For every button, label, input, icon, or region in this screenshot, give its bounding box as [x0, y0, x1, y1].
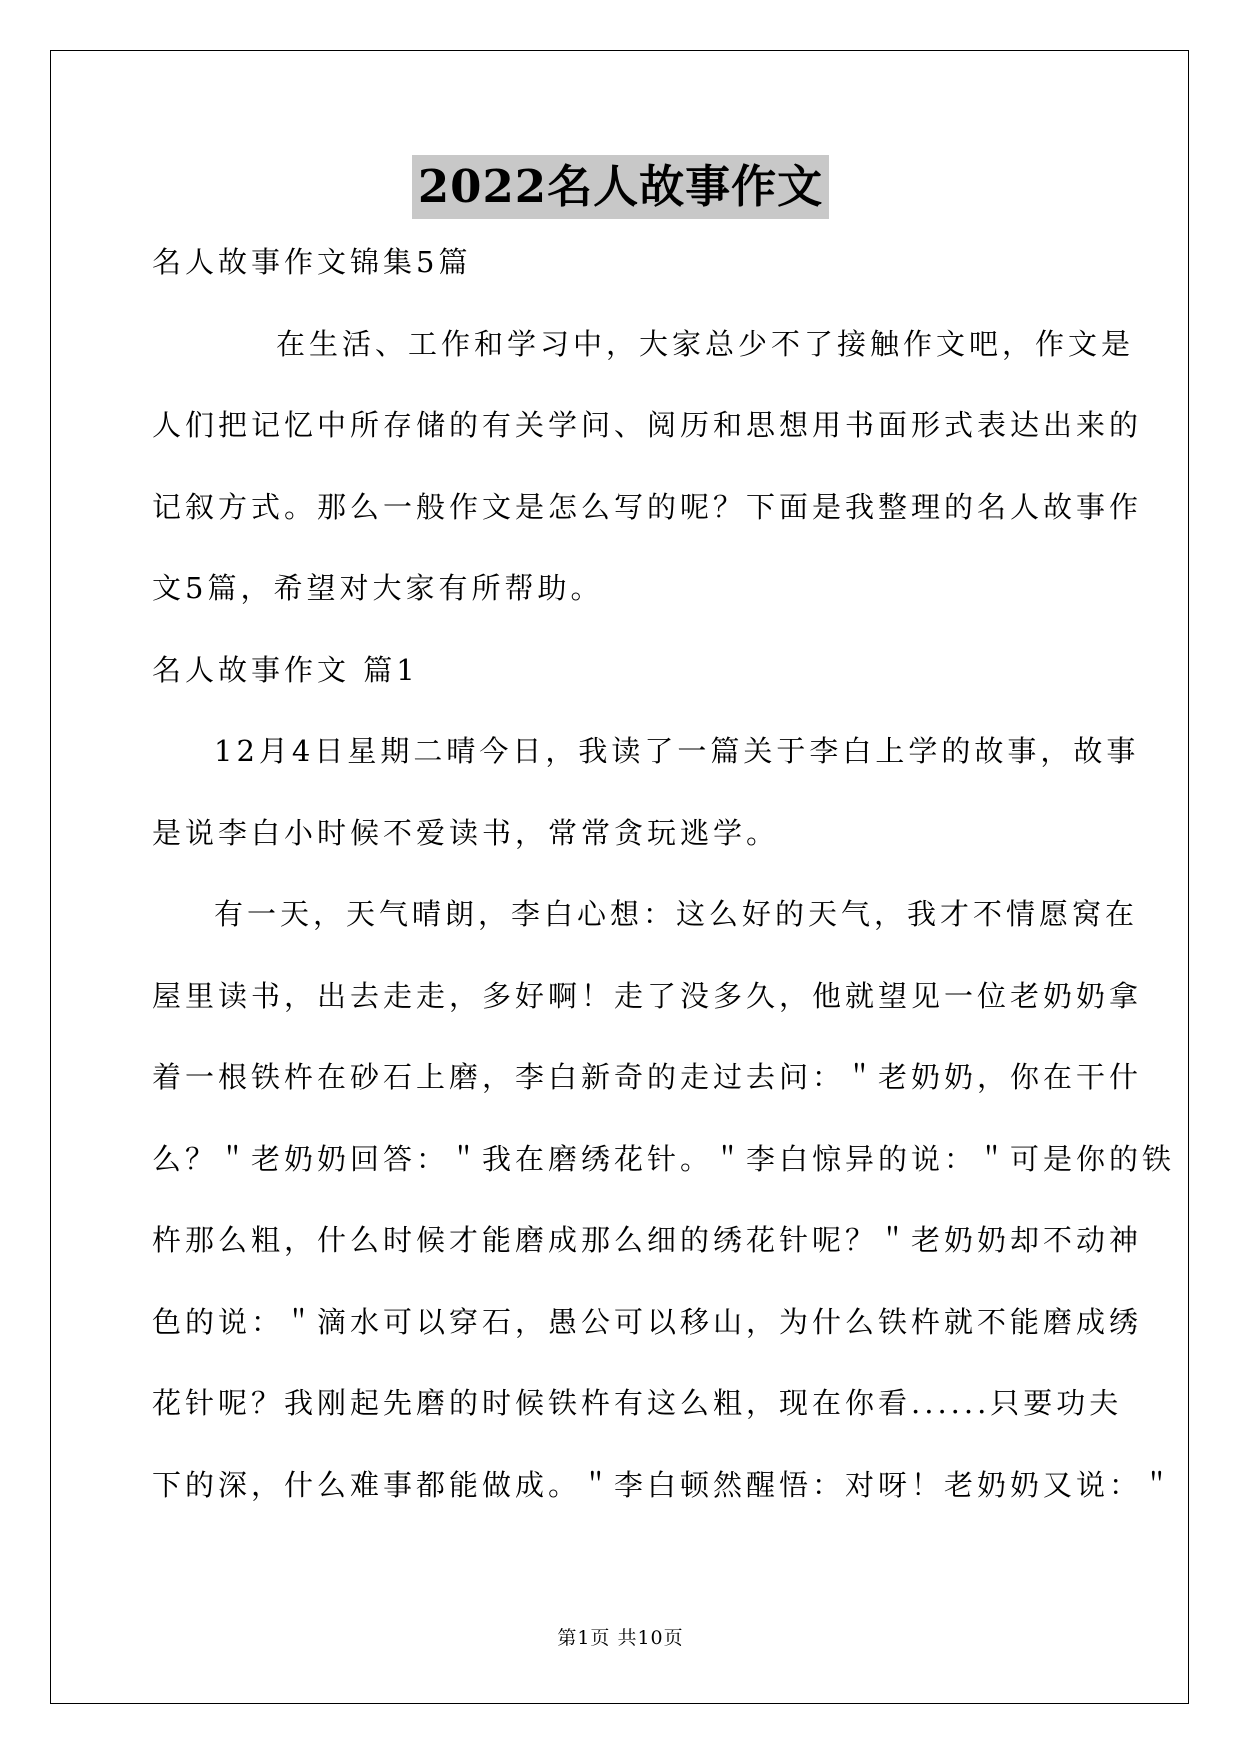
section-heading: 名人故事作文 篇1 — [152, 652, 419, 687]
paragraph-line: 记叙方式。那么一般作文是怎么写的呢？下面是我整理的名人故事作 — [152, 489, 1143, 524]
paragraph-line: 着一根铁杵在砂石上磨，李白新奇的走过去问：＂老奶奶，你在干什 — [152, 1060, 1143, 1094]
paragraph-line: 色的说：＂滴水可以穿石，愚公可以移山，为什么铁杵就不能磨成绣 — [152, 1304, 1143, 1339]
paragraph-line: 文5篇，希望对大家有所帮助。 — [152, 571, 604, 605]
paragraph-line: 屋里读书，出去走走，多好啊！走了没多久，他就望见一位老奶奶拿 — [152, 978, 1143, 1013]
subtitle-line: 名人故事作文锦集5篇 — [152, 245, 472, 279]
page-footer: 第1页 共10页 — [557, 1627, 684, 1649]
page-title: 2022名人故事作文 — [412, 155, 829, 219]
paragraph-line: 么？＂老奶奶回答：＂我在磨绣花针。＂李白惊异的说：＂可是你的铁 — [152, 1141, 1176, 1176]
paragraph-line: 下的深，什么难事都能做成。＂李白顿然醒悟：对呀！老奶奶又说：＂ — [152, 1467, 1176, 1502]
paragraph-line: 在生活、工作和学习中，大家总少不了接触作文吧，作文是 — [276, 326, 1135, 361]
paragraph-line: 杵那么粗，什么时候才能磨成那么细的绣花针呢？＂老奶奶却不动神 — [152, 1223, 1143, 1257]
document-body — [152, 232, 1176, 1536]
paragraph-line: 花针呢？我刚起先磨的时候铁杵有这么粗，现在你看......只要功夫 — [152, 1386, 1123, 1420]
paragraph-line: 是说李白小时候不爱读书，常常贪玩逃学。 — [152, 815, 780, 850]
title-container — [0, 155, 1241, 219]
paragraph-line: 12月4日星期二晴今日，我读了一篇关于李白上学的故事，故事 — [214, 734, 1140, 768]
paragraph-line: 有一天，天气晴朗，李白心想：这么好的天气，我才不情愿窝在 — [214, 897, 1139, 931]
paragraph-line: 人们把记忆中所存储的有关学问、阅历和思想用书面形式表达出来的 — [152, 408, 1143, 442]
